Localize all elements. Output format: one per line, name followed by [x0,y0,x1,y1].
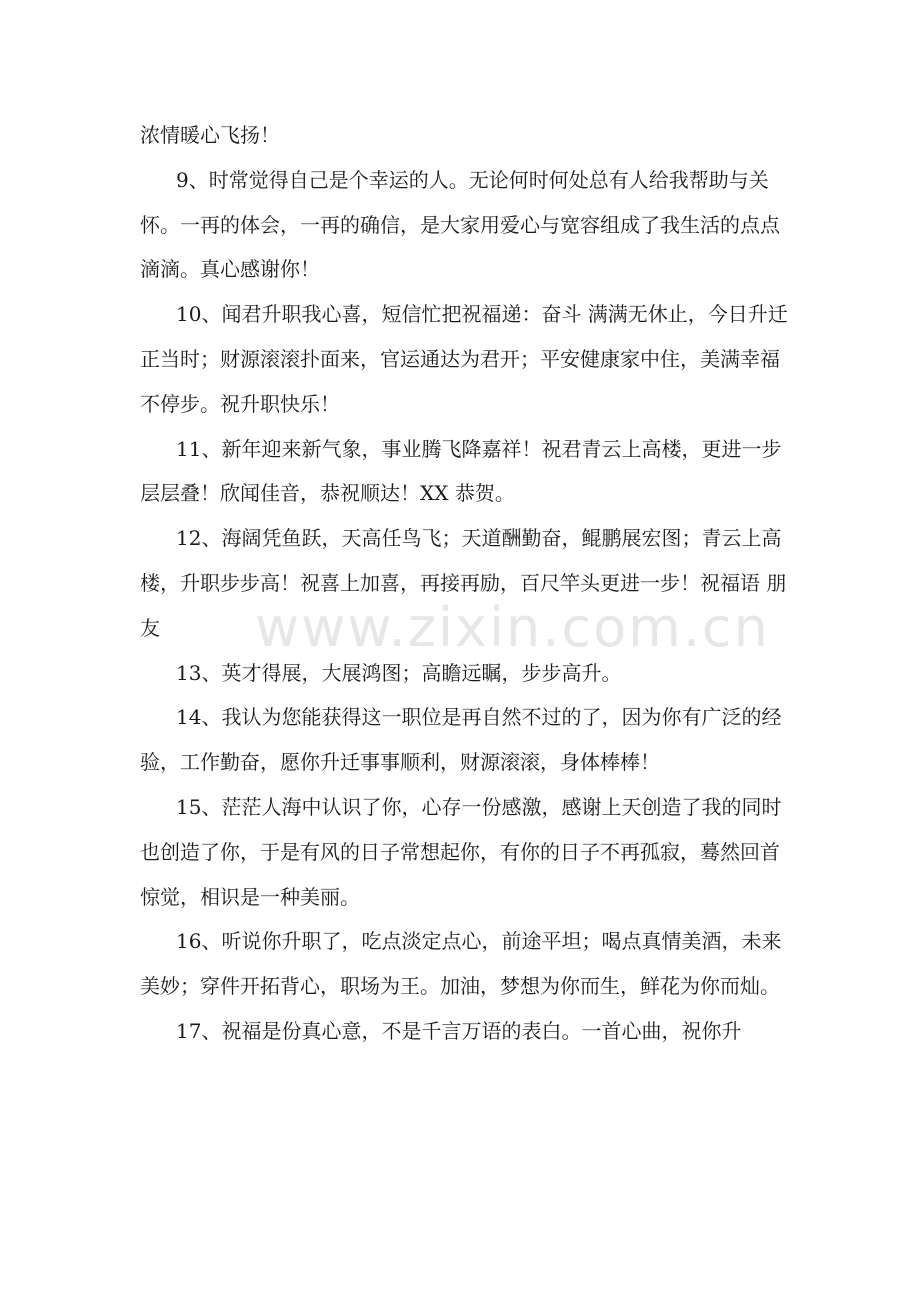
paragraph-9: 17、祝福是份真心意，不是千言万语的表白。一首心曲，祝你升 [176,1018,742,1043]
paragraph-4: 12、海阔凭鱼跃，天高任鸟飞；天道酬勤奋，鲲鹏展宏图；青云上高楼，升职步步高！祝喜上加喜，再接再励，百尺竿头更进一步！祝福语 朋友 [140,526,787,640]
watermark: www.zixin.com.cn [255,596,770,659]
paragraph-7: 15、茫茫人海中认识了你，心存一份感激，感谢上天创造了我的同时也创造了你，于是有风的日子常想起你，有你的日子不再孤寂，蓦然回首惊觉，相识是一种美丽。 [140,794,782,909]
paragraph-3: 11、新年迎来新气象，事业腾飞降嘉祥！祝君青云上高楼，更进一步层层叠！欣闻佳音，恭祝顺达！XX 恭贺。 [140,436,782,506]
document-body [140,113,790,1054]
paragraph-8: 16、听说你升职了，吃点淡定点心，前途平坦；喝点真情美酒，未来美妙；穿件开拓背心，职场为王。加油，梦想为你而生，鲜花为你而灿。 [140,929,782,999]
paragraph-0: 浓情暖心飞扬！ [140,123,280,147]
paragraph-6: 14、我认为您能获得这一职位是再自然不过的了，因为你有广泛的经验，工作勤奋，愿你升迁事事顺利，财源滚滚，身体棒棒！ [140,705,782,775]
paragraph-2: 10、闻君升职我心喜，短信忙把祝福递：奋斗 满满无休止，今日升迁正当时；财源滚滚扑面来，官运通达为君开；平安健康家中住，美满幸福不停步。祝升职快乐！ [140,302,788,416]
paragraph-5: 13、英才得展，大展鸿图；高瞻远瞩，步步高升。 [176,660,622,685]
paragraph-1: 9、时常觉得自己是个幸运的人。无论何时何处总有人给我帮助与关怀。一再的体会，一再的确信，是大家用爱心与宽容组成了我生活的点点滴滴。真心感谢你！ [140,167,780,282]
